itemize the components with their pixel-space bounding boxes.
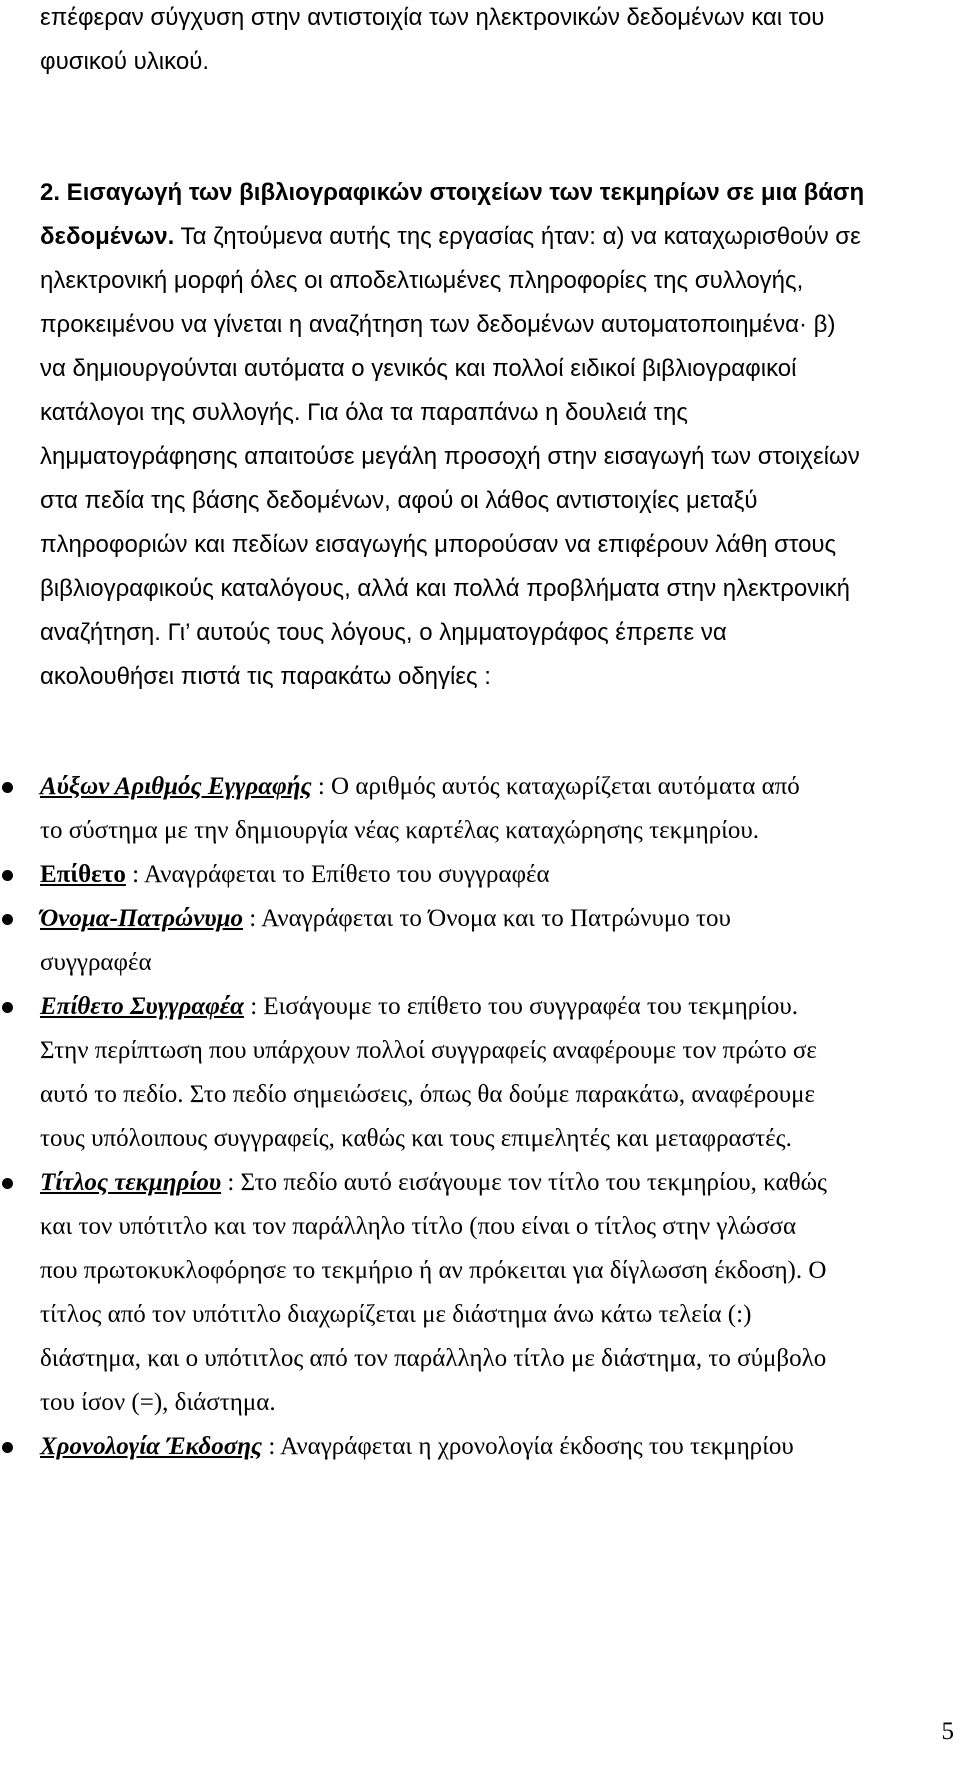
section-line-2 <box>40 221 861 253</box>
section-line-10: βιβλιογραφικούς καταλόγους, αλλά και πολλά προβλήματα στην ηλεκτρονική <box>40 575 850 602</box>
field-description: : Εισάγουμε το επίθετο του συγγραφέα του τεκμηρίου. <box>243 993 799 1020</box>
page-number: 5 <box>941 1718 954 1745</box>
field-description: : Αναγράφεται η χρονολογία έκδοσης του τεκμηρίου <box>262 1433 794 1460</box>
intro-line-1: επέφεραν σύγχυση στην αντιστοιχία των ηλεκτρονικών δεδομένων και του <box>40 4 825 31</box>
section-line-6: κατάλογοι της συλλογής. Για όλα τα παραπάνω η δουλειά της <box>40 399 688 426</box>
section-line-11: αναζήτηση. Γι’ αυτούς τους λόγους, ο λημματογράφος έπρεπε να <box>40 619 727 646</box>
intro-line-2: φυσικού υλικού. <box>40 48 209 75</box>
bullet-icon <box>2 870 13 881</box>
bullet-icon <box>2 914 13 925</box>
section-line-3: ηλεκτρονική μορφή όλες οι αποδελτιωμένες πληροφορίες της συλλογής, <box>40 267 804 294</box>
list-item-title <box>40 1167 827 1199</box>
list-item-record-number <box>40 771 800 803</box>
list-item-line: αυτό το πεδίο. Στο πεδίο σημειώσεις, όπως θα δούμε παρακάτω, αναφέρουμε <box>40 1081 816 1108</box>
bullet-icon <box>2 1178 13 1189</box>
list-item-line: Στην περίπτωση που υπάρχουν πολλοί συγγραφείς αναφέρουμε τον πρώτο σε <box>40 1037 817 1064</box>
section-line-8: στα πεδία της βάσης δεδομένων, αφού οι λάθος αντιστοιχίες μεταξύ <box>40 487 758 514</box>
section-line-5: να δημιουργούνται αυτόματα ο γενικός και πολλοί ειδικοί βιβλιογραφικοί <box>40 355 797 382</box>
section-line-2-text: Τα ζητούμενα αυτής της εργασίας ήταν: α) να καταχωρισθούν σε <box>174 223 861 250</box>
field-description: : Στο πεδίο αυτό εισάγουμε τον τίτλο του τεκμηρίου, καθώς <box>221 1169 827 1196</box>
field-description: : Ο αριθμός αυτός καταχωρίζεται αυτόματα από <box>311 773 800 800</box>
field-term: Αύξων Αριθμός Εγγραφής <box>40 773 312 800</box>
list-item-line: συγγραφέα <box>40 949 152 976</box>
field-description: : Αναγράφεται το Επίθετο του συγγραφέα <box>125 861 550 888</box>
bullet-icon <box>2 1442 13 1453</box>
section-heading-end: δεδομένων. <box>40 223 175 250</box>
list-item-line: τους υπόλοιπους συγγραφείς, καθώς και τους επιμελητές και μεταφραστές. <box>40 1125 792 1152</box>
list-item-line: και τον υπότιτλο και τον παράλληλο τίτλο (που είναι ο τίτλος στην γλώσσα <box>40 1213 797 1240</box>
bullet-icon <box>2 782 13 793</box>
list-item-line: του ίσον (=), διάστημα. <box>40 1389 276 1416</box>
field-term: Τίτλος τεκμηρίου <box>40 1169 222 1196</box>
section-line-12: ακολουθήσει πιστά τις παρακάτω οδηγίες : <box>40 663 491 690</box>
field-term: Χρονολογία Έκδοσης <box>40 1433 263 1460</box>
list-item-author-surname <box>40 991 798 1023</box>
list-item-publication-year <box>40 1431 794 1463</box>
section-line-4: προκειμένου να γίνεται η αναζήτηση των δεδομένων αυτοματοποιημένα· β) <box>40 311 836 338</box>
section-line-7: λημματογράφησης απαιτούσε μεγάλη προσοχή στην εισαγωγή των στοιχείων <box>40 443 860 470</box>
list-item-line: το σύστημα με την δημιουργία νέας καρτέλας καταχώρησης τεκμηρίου. <box>40 817 760 844</box>
field-description: : Αναγράφεται το Όνομα και το Πατρώνυμο του <box>243 905 731 932</box>
section-heading: 2. Εισαγωγή των βιβλιογραφικών στοιχείων των τεκμηρίων σε μια βάση <box>40 179 865 206</box>
list-item-line: διάστημα, και ο υπότιτλος από τον παράλληλο τίτλο με διάστημα, το σύμβολο <box>40 1345 827 1372</box>
list-item-first-name <box>40 903 731 935</box>
section-line-9: πληροφοριών και πεδίων εισαγωγής μπορούσαν να επιφέρουν λάθη στους <box>40 531 837 558</box>
list-item-line: που πρωτοκυκλοφόρησε το τεκμήριο ή αν πρόκειται για δίγλωσση έκδοση). Ο <box>40 1257 827 1284</box>
list-item-surname <box>40 859 550 891</box>
field-term: Όνομα-Πατρώνυμο <box>40 905 244 932</box>
field-term: Επίθετο <box>40 861 126 888</box>
bullet-icon <box>2 1002 13 1013</box>
field-term: Επίθετο Συγγραφέα <box>40 993 244 1020</box>
list-item-line: τίτλος από τον υπότιτλο διαχωρίζεται με διάστημα άνω κάτω τελεία (:) <box>40 1301 752 1328</box>
